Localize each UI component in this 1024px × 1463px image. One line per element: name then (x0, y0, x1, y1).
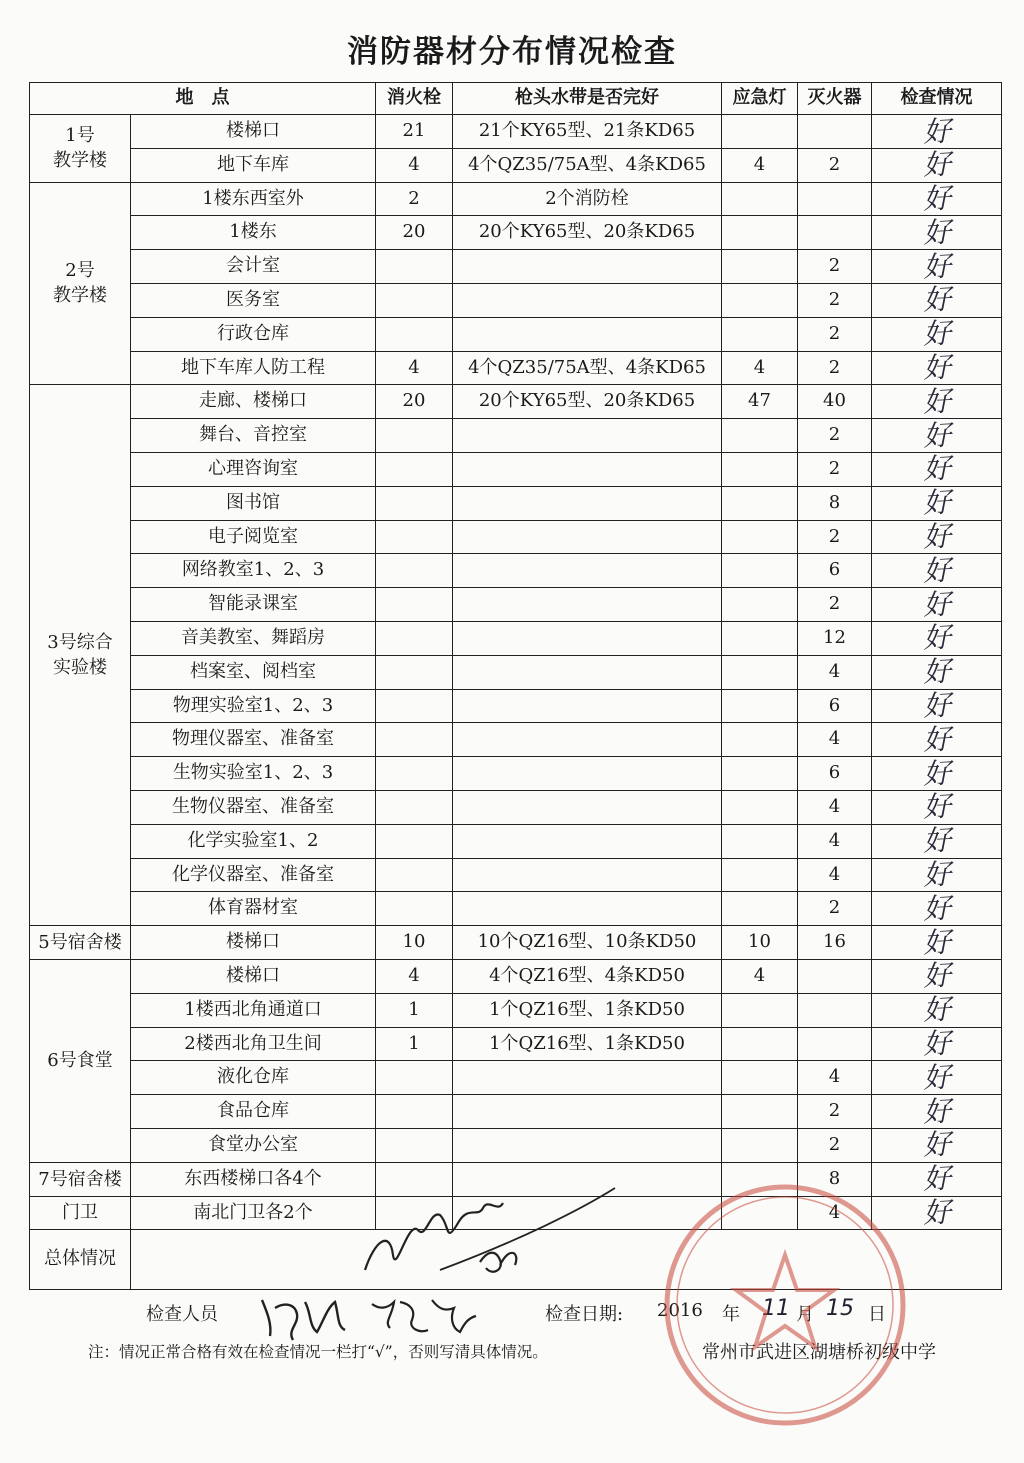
hydrant-cell (376, 858, 453, 892)
date-year-unit: 年 (722, 1304, 740, 1325)
hydrant-cell (376, 317, 453, 351)
extinguisher-cell: 6 (798, 554, 872, 588)
table-row (30, 1128, 1002, 1162)
date-day: 15 (826, 1296, 854, 1321)
location-cell: 心理咨询室 (131, 452, 376, 486)
status-cell: 好 (871, 787, 1003, 828)
light-cell (722, 520, 798, 554)
extinguisher-cell: 4 (798, 1061, 872, 1095)
nozzle-cell (453, 1095, 722, 1129)
location-cell: 会计室 (131, 250, 376, 284)
table-row (30, 317, 1002, 351)
light-cell (722, 790, 798, 824)
extinguisher-cell: 2 (798, 892, 872, 926)
extinguisher-cell: 6 (798, 757, 872, 791)
hydrant-cell (376, 621, 453, 655)
extinguisher-cell (798, 182, 872, 216)
hydrant-cell (376, 892, 453, 926)
extinguisher-cell: 2 (798, 351, 872, 385)
status-cell: 好 (871, 517, 1003, 558)
extinguisher-cell (798, 216, 872, 250)
date-month: 11 (762, 1296, 790, 1321)
light-cell (722, 452, 798, 486)
extinguisher-cell: 4 (798, 723, 872, 757)
light-cell (722, 993, 798, 1027)
nozzle-cell (453, 689, 722, 723)
extinguisher-cell: 40 (798, 385, 872, 419)
location-cell: 化学仪器室、准备室 (131, 858, 376, 892)
location-cell: 电子阅览室 (131, 520, 376, 554)
table-row (30, 757, 1002, 791)
building-cell: 5号宿舍楼 (30, 926, 131, 960)
hydrant-cell (376, 1162, 453, 1196)
nozzle-cell: 4个QZ16型、4条KD50 (453, 959, 722, 993)
hydrant-cell (376, 1095, 453, 1129)
light-cell: 47 (722, 385, 798, 419)
extinguisher-cell: 16 (798, 926, 872, 960)
hydrant-cell (376, 520, 453, 554)
hydrant-cell (376, 452, 453, 486)
nozzle-cell (453, 621, 722, 655)
nozzle-cell (453, 1128, 722, 1162)
status-cell: 好 (871, 888, 1003, 929)
table-row (30, 689, 1002, 723)
status-cell: 好 (871, 821, 1003, 862)
extinguisher-cell: 2 (798, 283, 872, 317)
building-cell: 1号 教学楼 (30, 115, 131, 183)
table-row (30, 621, 1002, 655)
status-cell: 好 (871, 1091, 1003, 1132)
status-cell: 好 (871, 246, 1003, 287)
location-cell: 舞台、音控室 (131, 419, 376, 453)
nozzle-cell (453, 452, 722, 486)
table-row (30, 182, 1002, 216)
status-cell: 好 (871, 719, 1003, 760)
hydrant-cell: 21 (376, 115, 453, 149)
location-cell: 液化仓库 (131, 1061, 376, 1095)
header-light: 应急灯 (722, 83, 798, 115)
extinguisher-cell: 12 (798, 621, 872, 655)
location-cell: 化学实验室1、2 (131, 824, 376, 858)
light-cell (722, 419, 798, 453)
nozzle-cell: 20个KY65型、20条KD65 (453, 216, 722, 250)
hydrant-cell (376, 554, 453, 588)
inspector-label: 检查人员 (146, 1304, 218, 1325)
nozzle-cell: 2个消防栓 (453, 182, 722, 216)
hydrant-cell (376, 250, 453, 284)
nozzle-cell (453, 250, 722, 284)
status-cell: 好 (871, 145, 1003, 186)
table-row (30, 452, 1002, 486)
status-cell: 好 (871, 922, 1003, 963)
location-cell: 医务室 (131, 283, 376, 317)
location-cell: 物理仪器室、准备室 (131, 723, 376, 757)
seal-star (736, 1255, 834, 1347)
status-cell: 好 (871, 1125, 1003, 1166)
status-cell: 好 (871, 855, 1003, 896)
nozzle-cell: 10个QZ16型、10条KD50 (453, 926, 722, 960)
location-cell: 图书馆 (131, 486, 376, 520)
status-cell: 好 (871, 990, 1003, 1031)
table-row (30, 115, 1002, 149)
nozzle-cell (453, 790, 722, 824)
nozzle-cell (453, 283, 722, 317)
table-row (30, 824, 1002, 858)
extinguisher-cell: 8 (798, 486, 872, 520)
table-row (30, 283, 1002, 317)
extinguisher-cell: 4 (798, 858, 872, 892)
table-row (30, 1095, 1002, 1129)
hydrant-cell: 4 (376, 959, 453, 993)
location-cell: 1楼东 (131, 216, 376, 250)
extinguisher-cell (798, 115, 872, 149)
location-cell: 智能录课室 (131, 588, 376, 622)
status-cell: 好 (871, 213, 1003, 254)
light-cell (722, 182, 798, 216)
table-row (30, 993, 1002, 1027)
extinguisher-cell: 2 (798, 1095, 872, 1129)
hydrant-cell: 20 (376, 216, 453, 250)
nozzle-cell (453, 655, 722, 689)
status-cell: 好 (871, 280, 1003, 321)
status-cell: 好 (871, 483, 1003, 524)
status-cell: 好 (871, 348, 1003, 389)
header-nozzle: 枪头水带是否完好 (453, 83, 722, 115)
light-cell: 4 (722, 148, 798, 182)
footnote: 注：情况正常合格有效在检查情况一栏打“√”，否则写清具体情况。 (88, 1343, 548, 1361)
light-cell: 4 (722, 351, 798, 385)
nozzle-cell (453, 520, 722, 554)
hydrant-cell (376, 1128, 453, 1162)
table-row (30, 351, 1002, 385)
location-cell: 网络教室1、2、3 (131, 554, 376, 588)
hydrant-cell: 4 (376, 148, 453, 182)
table-row (30, 554, 1002, 588)
status-cell: 好 (871, 618, 1003, 659)
location-cell: 南北门卫各2个 (131, 1196, 376, 1230)
light-cell (722, 115, 798, 149)
building-cell: 2号 教学楼 (30, 182, 131, 385)
nozzle-cell: 4个QZ35/75A型、4条KD65 (453, 148, 722, 182)
hydrant-cell (376, 486, 453, 520)
hydrant-cell: 20 (376, 385, 453, 419)
status-cell: 好 (871, 1057, 1003, 1098)
nozzle-cell: 4个QZ35/75A型、4条KD65 (453, 351, 722, 385)
table-row (30, 892, 1002, 926)
hydrant-cell: 2 (376, 182, 453, 216)
location-cell: 体育器材室 (131, 892, 376, 926)
location-cell: 2楼西北角卫生间 (131, 1027, 376, 1061)
light-cell (722, 824, 798, 858)
status-cell: 好 (871, 956, 1003, 997)
status-cell: 好 (871, 1193, 1003, 1234)
official-seal (660, 1180, 910, 1430)
extinguisher-cell: 2 (798, 250, 872, 284)
hydrant-cell (376, 588, 453, 622)
nozzle-cell (453, 1061, 722, 1095)
extinguisher-cell: 8 (798, 1162, 872, 1196)
nozzle-cell: 1个QZ16型、1条KD50 (453, 993, 722, 1027)
hydrant-cell: 10 (376, 926, 453, 960)
light-cell (722, 892, 798, 926)
extinguisher-cell: 2 (798, 419, 872, 453)
building-cell: 3号综合 实验楼 (30, 385, 131, 926)
extinguisher-cell: 4 (798, 655, 872, 689)
light-cell (722, 588, 798, 622)
table-row (30, 926, 1002, 960)
extinguisher-cell: 4 (798, 1196, 872, 1230)
hydrant-cell (376, 655, 453, 689)
light-cell (722, 1061, 798, 1095)
hydrant-cell (376, 824, 453, 858)
light-cell (722, 1095, 798, 1129)
extinguisher-cell: 6 (798, 689, 872, 723)
date-label: 检查日期: (545, 1304, 624, 1325)
light-cell (722, 250, 798, 284)
light-cell (722, 621, 798, 655)
nozzle-cell: 1个QZ16型、1条KD50 (453, 1027, 722, 1061)
equipment-table (29, 82, 1002, 1290)
hydrant-cell (376, 790, 453, 824)
light-cell (722, 655, 798, 689)
hydrant-cell: 4 (376, 351, 453, 385)
location-cell: 档案室、阅档室 (131, 655, 376, 689)
date-year: 2016 (657, 1300, 703, 1321)
hydrant-cell (376, 757, 453, 791)
location-cell: 食品仓库 (131, 1095, 376, 1129)
location-cell: 楼梯口 (131, 959, 376, 993)
table-row (30, 1027, 1002, 1061)
status-cell: 好 (871, 1024, 1003, 1065)
nozzle-cell (453, 858, 722, 892)
status-cell: 好 (871, 753, 1003, 794)
hydrant-cell: 1 (376, 993, 453, 1027)
nozzle-cell (453, 757, 722, 791)
extinguisher-cell: 2 (798, 588, 872, 622)
nozzle-cell (453, 554, 722, 588)
location-cell: 生物实验室1、2、3 (131, 757, 376, 791)
table-row (30, 385, 1002, 419)
location-cell: 音美教室、舞蹈房 (131, 621, 376, 655)
light-cell (722, 486, 798, 520)
location-cell: 1楼东西室外 (131, 182, 376, 216)
location-cell: 食堂办公室 (131, 1128, 376, 1162)
building-cell: 6号食堂 (30, 959, 131, 1162)
table-row (30, 148, 1002, 182)
status-cell: 好 (871, 449, 1003, 490)
status-cell: 好 (871, 1159, 1003, 1200)
nozzle-cell (453, 892, 722, 926)
hydrant-cell (376, 689, 453, 723)
header-location: 地 点 (30, 83, 376, 115)
nozzle-cell (453, 723, 722, 757)
hydrant-cell (376, 1061, 453, 1095)
extinguisher-cell (798, 993, 872, 1027)
extinguisher-cell: 2 (798, 148, 872, 182)
hydrant-cell (376, 1196, 453, 1230)
status-cell: 好 (871, 415, 1003, 456)
table-row (30, 250, 1002, 284)
nozzle-cell: 20个KY65型、20条KD65 (453, 385, 722, 419)
location-cell: 地下车库 (131, 148, 376, 182)
header-status: 检查情况 (872, 83, 1002, 115)
table-row (30, 419, 1002, 453)
location-cell: 地下车库人防工程 (131, 351, 376, 385)
school-name: 常州市武进区湖塘桥初级中学 (702, 1342, 936, 1363)
location-cell: 1楼西北角通道口 (131, 993, 376, 1027)
status-cell: 好 (871, 381, 1003, 422)
table-row (30, 1061, 1002, 1095)
nozzle-cell (453, 588, 722, 622)
header-hydrant: 消火栓 (376, 83, 453, 115)
table-row (30, 588, 1002, 622)
seal-ring (667, 1187, 903, 1423)
status-cell: 好 (871, 686, 1003, 727)
light-cell (722, 554, 798, 588)
light-cell (722, 216, 798, 250)
extinguisher-cell: 4 (798, 790, 872, 824)
status-cell: 好 (871, 584, 1003, 625)
light-cell (722, 757, 798, 791)
header-extinguisher: 灭火器 (798, 83, 872, 115)
table-row (30, 655, 1002, 689)
hydrant-cell (376, 419, 453, 453)
location-cell: 物理实验室1、2、3 (131, 689, 376, 723)
status-cell: 好 (871, 179, 1003, 220)
seal-inner-ring (677, 1197, 893, 1413)
status-cell: 好 (871, 111, 1003, 152)
table-row (30, 486, 1002, 520)
light-cell: 10 (722, 926, 798, 960)
nozzle-cell (453, 317, 722, 351)
extinguisher-cell: 2 (798, 520, 872, 554)
location-cell: 行政仓库 (131, 317, 376, 351)
building-cell: 7号宿舍楼 (30, 1162, 131, 1196)
light-cell (722, 689, 798, 723)
nozzle-cell: 21个KY65型、21条KD65 (453, 115, 722, 149)
light-cell (722, 1027, 798, 1061)
extinguisher-cell (798, 959, 872, 993)
light-cell (722, 858, 798, 892)
light-cell (722, 1128, 798, 1162)
table-row (30, 959, 1002, 993)
location-cell: 生物仪器室、准备室 (131, 790, 376, 824)
building-cell: 门卫 (30, 1196, 131, 1230)
table-row (30, 790, 1002, 824)
hydrant-cell (376, 723, 453, 757)
nozzle-cell (453, 824, 722, 858)
table-row (30, 858, 1002, 892)
location-cell: 走廊、楼梯口 (131, 385, 376, 419)
light-cell (722, 317, 798, 351)
location-cell: 东西楼梯口各4个 (131, 1162, 376, 1196)
light-cell (722, 283, 798, 317)
extinguisher-cell (798, 1027, 872, 1061)
header-row (30, 83, 1002, 115)
status-cell: 好 (871, 550, 1003, 591)
light-cell (722, 723, 798, 757)
extinguisher-cell: 4 (798, 824, 872, 858)
extinguisher-cell: 2 (798, 317, 872, 351)
date-month-unit: 月 (796, 1304, 814, 1325)
hydrant-cell: 1 (376, 1027, 453, 1061)
table-row (30, 216, 1002, 250)
nozzle-cell (453, 419, 722, 453)
extinguisher-cell: 2 (798, 452, 872, 486)
table-row (30, 723, 1002, 757)
status-cell: 好 (871, 314, 1003, 355)
date-day-unit: 日 (868, 1304, 886, 1325)
nozzle-cell (453, 486, 722, 520)
page-title: 消防器材分布情况检查 (347, 34, 677, 70)
extinguisher-cell: 2 (798, 1128, 872, 1162)
location-cell: 楼梯口 (131, 115, 376, 149)
light-cell: 4 (722, 959, 798, 993)
overall-label: 总体情况 (30, 1230, 131, 1290)
table-row (30, 520, 1002, 554)
status-cell: 好 (871, 652, 1003, 693)
hydrant-cell (376, 283, 453, 317)
location-cell: 楼梯口 (131, 926, 376, 960)
